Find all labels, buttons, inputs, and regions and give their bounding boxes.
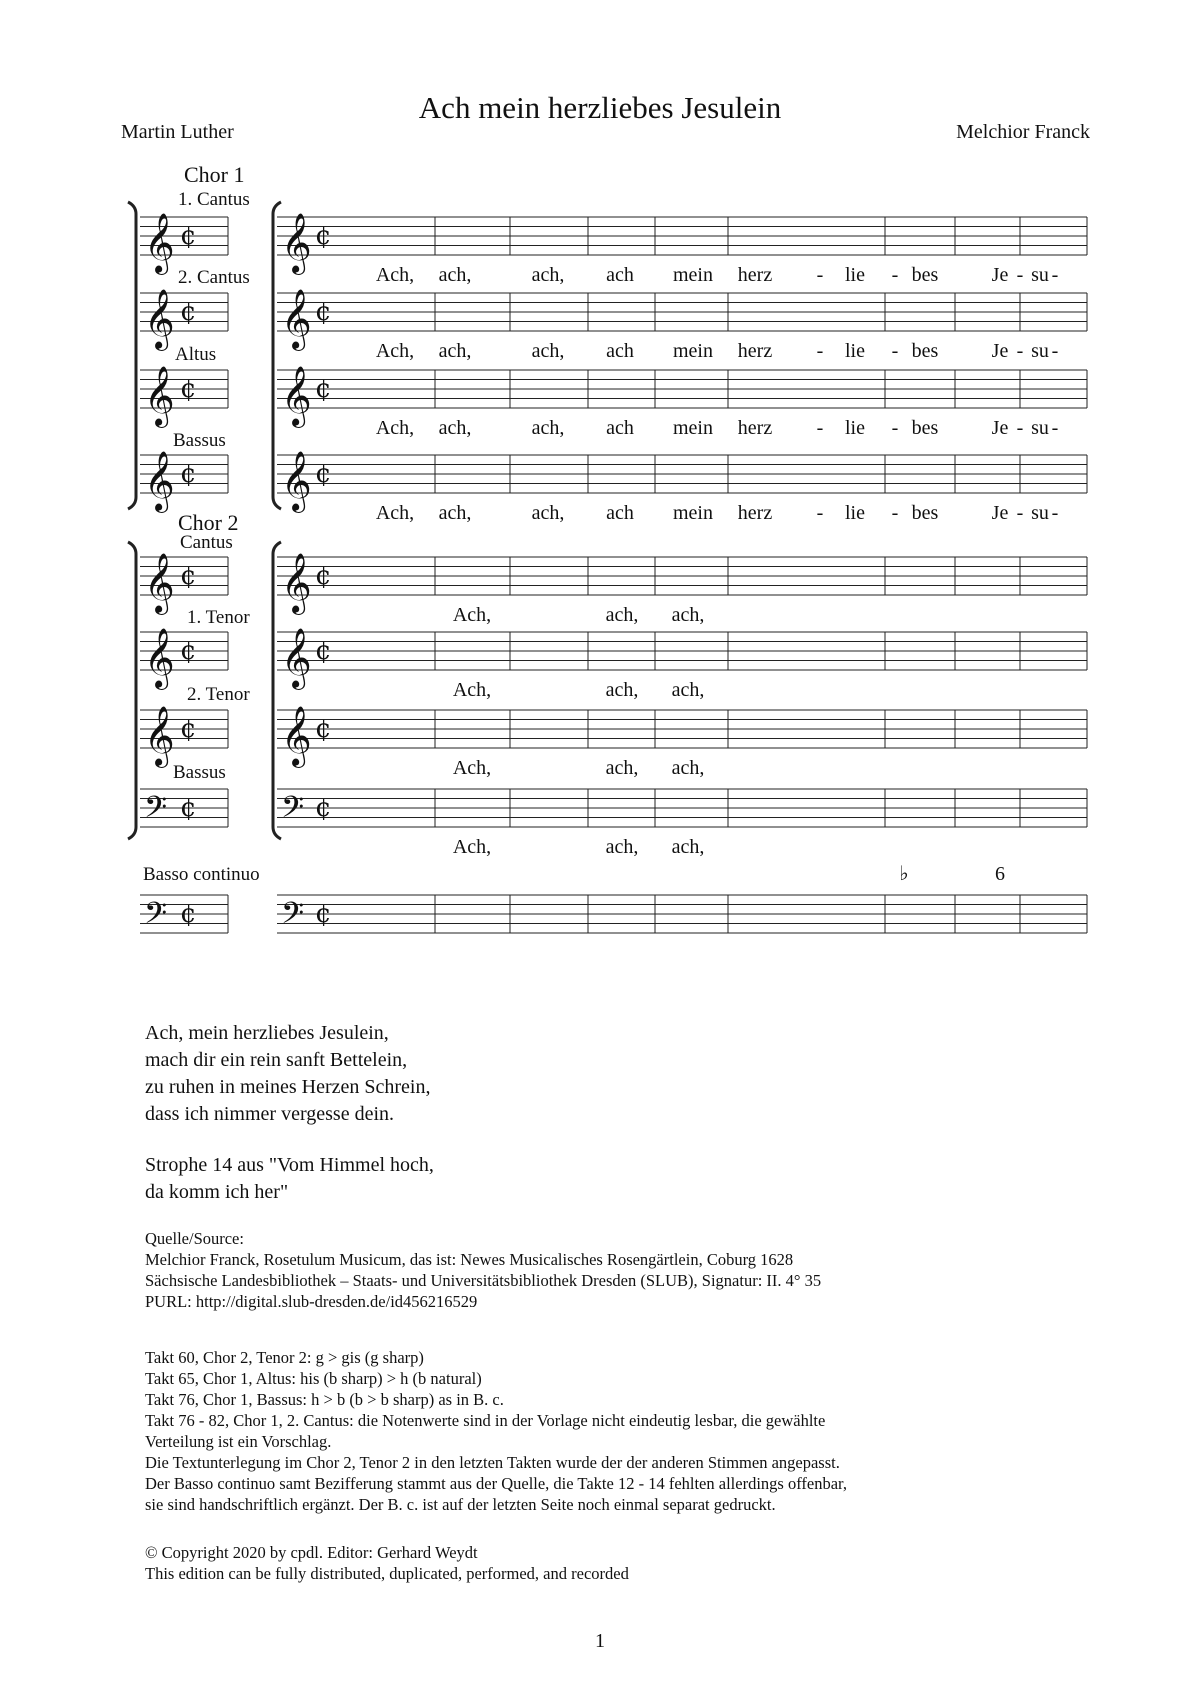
clef-glyph: 𝄞 bbox=[144, 289, 175, 349]
clef-glyph: 𝄞 bbox=[144, 366, 175, 426]
lyric-syllable: su bbox=[1031, 502, 1049, 524]
lyric-syllable: su bbox=[1031, 340, 1049, 362]
clef-glyph: 𝄞 bbox=[144, 628, 175, 688]
lyric-syllable: lie bbox=[845, 264, 865, 286]
time-signature: ¢ bbox=[315, 459, 332, 489]
lyric-syllable: lie bbox=[845, 340, 865, 362]
lyric-syllable: - bbox=[1051, 264, 1059, 286]
time-signature: ¢ bbox=[180, 899, 197, 929]
source-line: PURL: http://digital.slub-dresden.de/id456216529 bbox=[145, 1292, 478, 1311]
lyric-syllable: - bbox=[1051, 502, 1059, 524]
lyric-syllable: bes bbox=[911, 417, 939, 439]
lyric-syllable: ach, bbox=[671, 757, 705, 779]
clef-glyph: 𝄞 bbox=[281, 553, 312, 613]
time-signature: ¢ bbox=[180, 459, 197, 489]
lyric-syllable: ach, bbox=[438, 264, 472, 286]
composer-credit: Melchior Franck bbox=[956, 121, 1090, 143]
lyric-syllable: - bbox=[1016, 417, 1024, 439]
lyric-syllable: su bbox=[1031, 264, 1049, 286]
lyric-syllable: su bbox=[1031, 417, 1049, 439]
note-line: Takt 76, Chor 1, Bassus: h > b (b > b sharp) as in B. c. bbox=[145, 1390, 504, 1409]
note-line: Der Basso continuo samt Bezifferung stammt aus der Quelle, die Takte 12 - 14 fehlten allerdings offenbar, bbox=[145, 1474, 847, 1493]
voice-label: 1. Tenor bbox=[187, 607, 250, 628]
note-line: Takt 76 - 82, Chor 1, 2. Cantus: die Notenwerte sind in der Vorlage nicht eindeutig lesbar, die gewählte bbox=[145, 1411, 826, 1430]
copyright-line: © Copyright 2020 by cpdl. Editor: Gerhard Weydt bbox=[145, 1543, 478, 1562]
source-block bbox=[145, 1228, 821, 1312]
lyric-syllable: herz bbox=[737, 264, 773, 286]
lyric-syllable: Ach, bbox=[375, 502, 415, 524]
lyric-syllable: ach, bbox=[531, 264, 565, 286]
note-line: Verteilung ist ein Vorschlag. bbox=[145, 1432, 332, 1451]
clef-glyph: 𝄢 bbox=[281, 897, 305, 938]
lyric-syllable: herz bbox=[737, 340, 773, 362]
lyric-syllable: mein bbox=[673, 417, 713, 439]
lyric-syllable: ach, bbox=[605, 679, 639, 701]
page-title: Ach mein herzliebes Jesulein bbox=[418, 90, 782, 125]
voice-label: 2. Tenor bbox=[187, 684, 250, 705]
time-signature: ¢ bbox=[315, 899, 332, 929]
lyric-syllable: ach, bbox=[531, 502, 565, 524]
lyric-syllable: ach, bbox=[438, 502, 472, 524]
clef-glyph: 𝄞 bbox=[281, 706, 312, 766]
lyric-syllable: ach bbox=[606, 417, 634, 439]
page-number: 1 bbox=[595, 1630, 605, 1652]
poem-line: Ach, mein herzliebes Jesulein, bbox=[145, 1022, 389, 1044]
lyric-syllable: mein bbox=[673, 264, 713, 286]
lyric-syllable: - bbox=[1051, 417, 1059, 439]
clef-glyph: 𝄞 bbox=[281, 213, 312, 273]
note-line: Die Textunterlegung im Chor 2, Tenor 2 in den letzten Takten wurde der der anderen Stimmen angepasst. bbox=[145, 1453, 840, 1472]
lyric-syllable: Ach, bbox=[452, 757, 492, 779]
time-signature: ¢ bbox=[180, 221, 197, 251]
choir-bracket bbox=[128, 202, 136, 509]
lyric-syllable: ach bbox=[606, 502, 634, 524]
choir-bracket bbox=[273, 542, 281, 839]
voice-label: 2. Cantus bbox=[178, 267, 250, 288]
lyric-syllable: - bbox=[1051, 340, 1059, 362]
poem-line: zu ruhen in meines Herzen Schrein, bbox=[145, 1076, 431, 1098]
time-signature: ¢ bbox=[180, 374, 197, 404]
clef-glyph: 𝄞 bbox=[281, 628, 312, 688]
lyric-syllable: Ach, bbox=[452, 604, 492, 626]
attribution-line: Strophe 14 aus "Vom Himmel hoch, bbox=[145, 1154, 434, 1176]
clef-glyph: 𝄞 bbox=[144, 451, 175, 511]
lyric-syllable: ach, bbox=[671, 679, 705, 701]
copyright-line: This edition can be fully distributed, duplicated, performed, and recorded bbox=[145, 1564, 629, 1583]
lyric-syllable: - bbox=[891, 264, 899, 286]
source-line: Quelle/Source: bbox=[145, 1229, 244, 1248]
lyric-syllable: mein bbox=[673, 502, 713, 524]
lyric-syllable: ach, bbox=[605, 836, 639, 858]
lyric-syllable: - bbox=[891, 340, 899, 362]
clef-glyph: 𝄞 bbox=[281, 451, 312, 511]
lyric-syllable: herz bbox=[737, 417, 773, 439]
lyric-syllable: - bbox=[816, 417, 824, 439]
clef-glyph: 𝄢 bbox=[281, 791, 305, 832]
voice-label: 1. Cantus bbox=[178, 189, 250, 210]
lyric-syllable: ach, bbox=[438, 340, 472, 362]
figured-bass: ♭ bbox=[899, 863, 909, 885]
clef-glyph: 𝄞 bbox=[281, 289, 312, 349]
source-line: Melchior Franck, Rosetulum Musicum, das ist: Newes Musicalisches Rosengärtlein, Coburg 1628 bbox=[145, 1250, 794, 1269]
lyric-syllable: - bbox=[816, 340, 824, 362]
lyric-syllable: Je bbox=[991, 340, 1009, 362]
poem-text bbox=[145, 1020, 434, 1206]
lyric-syllable: - bbox=[891, 502, 899, 524]
lyric-syllable: ach bbox=[606, 340, 634, 362]
voice-label: Bassus bbox=[173, 430, 226, 451]
clef-glyph: 𝄢 bbox=[144, 897, 168, 938]
choir-bracket bbox=[128, 542, 136, 839]
time-signature: ¢ bbox=[315, 221, 332, 251]
lyric-syllable: Ach, bbox=[452, 836, 492, 858]
note-line: sie sind handschriftlich ergänzt. Der B. c. ist auf der letzten Seite noch einmal separat gedruckt. bbox=[145, 1495, 776, 1514]
clef-glyph: 𝄞 bbox=[144, 706, 175, 766]
time-signature: ¢ bbox=[315, 636, 332, 666]
voice-label: Cantus bbox=[180, 532, 233, 553]
time-signature: ¢ bbox=[180, 561, 197, 591]
lyric-syllable: ach, bbox=[671, 604, 705, 626]
clef-glyph: 𝄞 bbox=[144, 553, 175, 613]
lyric-syllable: ach, bbox=[671, 836, 705, 858]
copyright-block bbox=[145, 1542, 629, 1584]
voice-label: Basso continuo bbox=[143, 864, 260, 885]
lyric-syllable: bes bbox=[911, 502, 939, 524]
staff-system bbox=[128, 189, 1087, 938]
lyric-syllable: Ach, bbox=[375, 417, 415, 439]
time-signature: ¢ bbox=[180, 297, 197, 327]
voice-label: Altus bbox=[175, 344, 217, 365]
lyric-syllable: Je bbox=[991, 502, 1009, 524]
lyric-syllable: Ach, bbox=[452, 679, 492, 701]
attribution-line: da komm ich her" bbox=[145, 1181, 289, 1203]
time-signature: ¢ bbox=[180, 793, 197, 823]
lyric-syllable: - bbox=[816, 264, 824, 286]
lyric-syllable: ach, bbox=[605, 604, 639, 626]
time-signature: ¢ bbox=[180, 636, 197, 666]
choir2-label: Chor 2 bbox=[178, 510, 239, 535]
note-line: Takt 65, Chor 1, Altus: his (b sharp) > h (b natural) bbox=[145, 1369, 482, 1388]
lyric-syllable: Je bbox=[991, 264, 1009, 286]
choir-bracket bbox=[273, 202, 281, 509]
lyric-syllable: bes bbox=[911, 340, 939, 362]
lyric-syllable: mein bbox=[673, 340, 713, 362]
lyric-syllable: - bbox=[816, 502, 824, 524]
lyric-syllable: ach, bbox=[438, 417, 472, 439]
time-signature: ¢ bbox=[180, 714, 197, 744]
clef-glyph: 𝄢 bbox=[144, 791, 168, 832]
poet-credit: Martin Luther bbox=[121, 121, 234, 143]
lyric-syllable: Je bbox=[991, 417, 1009, 439]
poem-line: mach dir ein rein sanft Bettelein, bbox=[145, 1049, 408, 1071]
lyric-syllable: ach, bbox=[531, 417, 565, 439]
lyric-syllable: lie bbox=[845, 417, 865, 439]
lyric-syllable: herz bbox=[737, 502, 773, 524]
poem-line: dass ich nimmer vergesse dein. bbox=[145, 1103, 395, 1125]
time-signature: ¢ bbox=[315, 374, 332, 404]
choir1-label: Chor 1 bbox=[184, 162, 245, 187]
lyric-syllable: lie bbox=[845, 502, 865, 524]
lyric-syllable: bes bbox=[911, 264, 939, 286]
time-signature: ¢ bbox=[315, 793, 332, 823]
time-signature: ¢ bbox=[315, 561, 332, 591]
lyric-syllable: - bbox=[1016, 264, 1024, 286]
figured-bass: 6 bbox=[995, 863, 1005, 885]
voice-label: Bassus bbox=[173, 762, 226, 783]
time-signature: ¢ bbox=[315, 714, 332, 744]
lyric-syllable: Ach, bbox=[375, 340, 415, 362]
note-line: Takt 60, Chor 2, Tenor 2: g > gis (g sharp) bbox=[145, 1348, 424, 1367]
lyric-syllable: Ach, bbox=[375, 264, 415, 286]
lyric-syllable: ach, bbox=[531, 340, 565, 362]
lyric-syllable: - bbox=[891, 417, 899, 439]
time-signature: ¢ bbox=[315, 297, 332, 327]
clef-glyph: 𝄞 bbox=[144, 213, 175, 273]
clef-glyph: 𝄞 bbox=[281, 366, 312, 426]
lyric-syllable: ach bbox=[606, 264, 634, 286]
editorial-notes bbox=[145, 1347, 1105, 1515]
lyric-syllable: - bbox=[1016, 502, 1024, 524]
lyric-syllable: - bbox=[1016, 340, 1024, 362]
source-line: Sächsische Landesbibliothek – Staats- und Universitätsbibliothek Dresden (SLUB), Signatur: II. 4° 35 bbox=[145, 1271, 822, 1290]
lyric-syllable: ach, bbox=[605, 757, 639, 779]
